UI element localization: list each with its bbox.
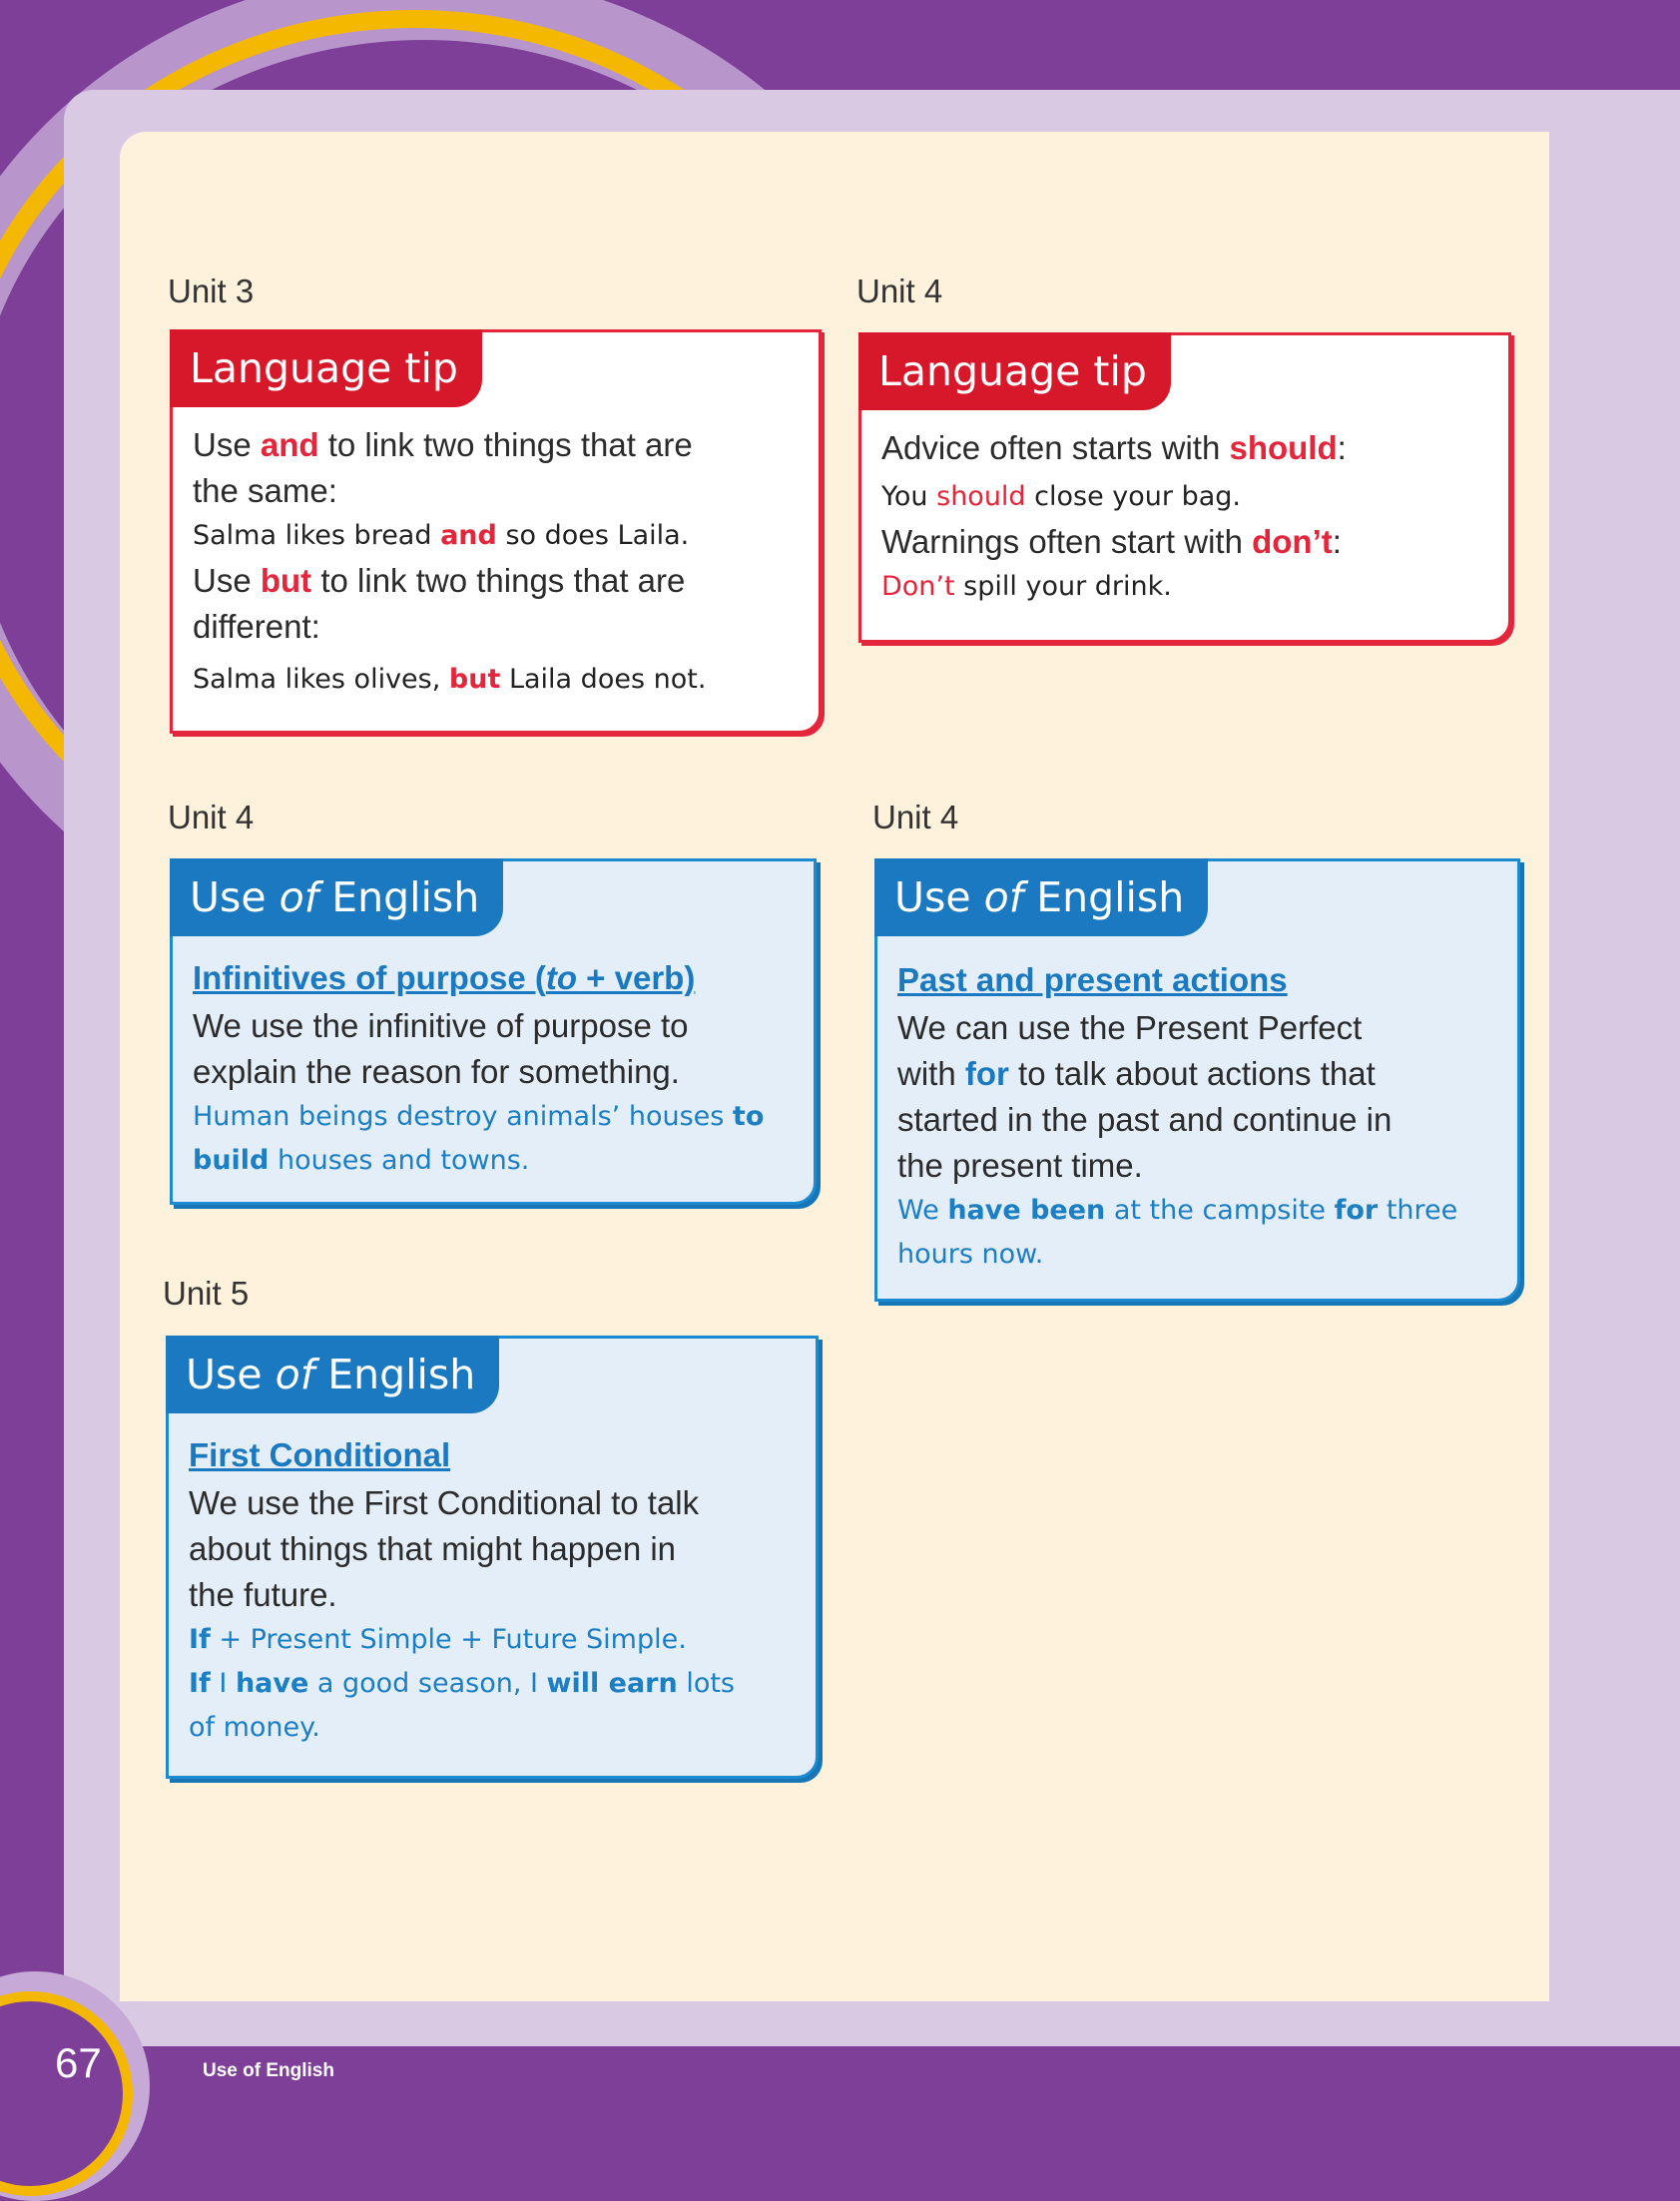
use-of-english-tab: Use of English	[170, 858, 503, 936]
example-line: hours now.	[897, 1239, 1044, 1270]
keyword: but	[260, 562, 312, 599]
keyword: will earn	[546, 1668, 678, 1699]
text-line: started in the past and continue in	[897, 1101, 1393, 1138]
language-tip-box	[858, 332, 1511, 643]
section-heading: First Conditional	[189, 1436, 451, 1473]
unit-label: Unit 4	[856, 273, 943, 309]
box-content	[881, 425, 1494, 609]
box-content	[897, 955, 1503, 1277]
use-of-english-tab: Use of English	[874, 858, 1208, 936]
unit-label: Unit 3	[168, 273, 255, 309]
example-line: of money.	[189, 1712, 320, 1743]
keyword: but	[448, 664, 501, 695]
box-content	[189, 1430, 802, 1750]
example-line: You should close your bag.	[881, 481, 1241, 512]
unit-label: Unit 4	[872, 799, 959, 835]
unit-label: Unit 4	[168, 799, 255, 835]
keyword: for	[964, 1055, 1009, 1092]
section-heading: Infinitives of purpose (to + verb)	[193, 959, 696, 996]
keyword: and	[440, 520, 497, 551]
text-line: the same:	[193, 472, 337, 509]
keyword: should	[1229, 429, 1338, 466]
language-tip-tab: Language tip	[858, 332, 1171, 410]
text-line: different:	[193, 608, 320, 645]
keyword: for	[1334, 1195, 1379, 1226]
example-line: Human beings destroy animals’ houses to	[193, 1101, 765, 1132]
keyword: If	[189, 1624, 211, 1655]
example-line: Salma likes bread and so does Laila.	[193, 520, 690, 551]
example-line: Don’t spill your drink.	[881, 571, 1172, 602]
text-line: explain the reason for something.	[193, 1053, 680, 1090]
section-heading: Past and present actions	[897, 961, 1288, 998]
box-content	[193, 953, 800, 1183]
unit-label: Unit 5	[163, 1275, 250, 1312]
text-line: Advice often starts with should:	[881, 429, 1347, 466]
example-line: build houses and towns.	[193, 1145, 530, 1176]
text-line: We can use the Present Perfect	[897, 1009, 1363, 1046]
example-line: If I have a good season, I will earn lots	[189, 1668, 735, 1699]
keyword: have	[235, 1668, 309, 1699]
keyword: build	[193, 1145, 270, 1176]
footer-title: Use of English	[203, 2060, 334, 2081]
text-line: Warnings often start with don’t:	[881, 523, 1342, 560]
text-line: about things that might happen in	[189, 1530, 677, 1567]
page-number: 67	[55, 2039, 102, 2086]
text-line: Use but to link two things that are	[193, 562, 686, 599]
example-line: Salma likes olives, but Laila does not.	[193, 664, 707, 695]
text-line: We use the First Conditional to talk	[189, 1484, 700, 1521]
keyword: If	[189, 1668, 211, 1699]
example-line: We have been at the campsite for three	[897, 1195, 1458, 1226]
use-of-english-box	[874, 858, 1520, 1302]
use-of-english-box	[166, 1336, 819, 1779]
keyword: to	[732, 1101, 765, 1132]
text-line: with for to talk about actions that	[897, 1055, 1376, 1092]
keyword: and	[260, 426, 319, 463]
text-line: We use the infinitive of purpose to	[193, 1007, 689, 1044]
keyword: should	[936, 481, 1026, 512]
language-tip-box	[170, 329, 822, 734]
use-of-english-box	[170, 858, 817, 1205]
box-content	[193, 422, 805, 702]
text-line: the future.	[189, 1576, 337, 1613]
keyword: have been	[947, 1195, 1106, 1226]
text-line: the present time.	[897, 1147, 1143, 1184]
use-of-english-tab: Use of English	[166, 1336, 499, 1413]
keyword: Don’t	[881, 571, 955, 602]
language-tip-tab: Language tip	[170, 329, 482, 407]
keyword: don’t	[1252, 523, 1333, 560]
text-line: Use and to link two things that are	[193, 426, 693, 463]
example-line: If + Present Simple + Future Simple.	[189, 1624, 687, 1655]
